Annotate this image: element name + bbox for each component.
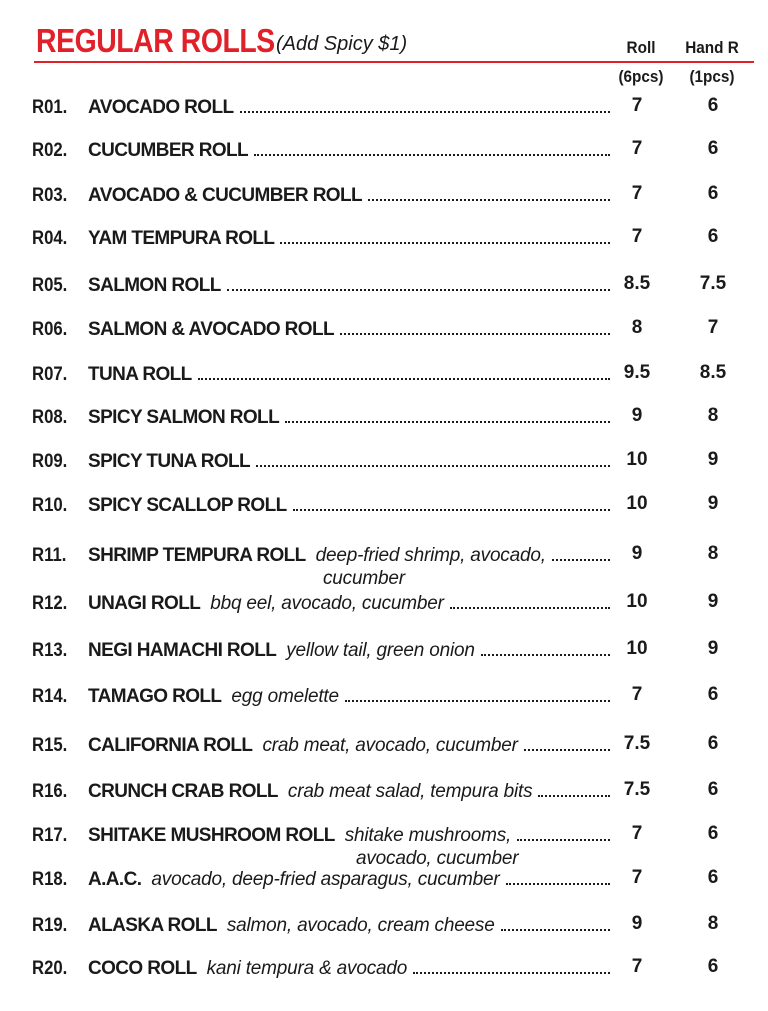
- dot-leader: [517, 831, 610, 841]
- menu-item-row: [0, 364, 768, 394]
- item-code: R13.: [32, 640, 68, 661]
- item-name: SALMON ROLL: [88, 275, 221, 296]
- item-code: R20.: [32, 958, 68, 979]
- item-name-line: [88, 319, 610, 345]
- menu-item-row: [0, 593, 768, 623]
- hand-roll-price: 6: [707, 95, 719, 116]
- item-code: R03.: [32, 185, 68, 206]
- hand-roll-price: 6: [707, 867, 719, 888]
- hand-roll-price: 6: [707, 226, 719, 247]
- item-description: salmon, avocado, cream cheese: [226, 915, 495, 936]
- hand-roll-price: 6: [707, 684, 719, 705]
- item-name-line: [88, 407, 610, 433]
- item-code: R01.: [32, 97, 68, 118]
- menu-item-row: [0, 781, 768, 811]
- item-code: R05.: [32, 275, 68, 296]
- item-name-line: [88, 958, 610, 984]
- item-name: CALIFORNIA ROLL: [88, 735, 253, 756]
- menu-item-row: [0, 140, 768, 170]
- menu-item-row: [0, 823, 768, 869]
- dot-leader: [506, 875, 610, 885]
- item-name: CUCUMBER ROLL: [88, 140, 249, 161]
- hand-roll-price: 6: [707, 183, 719, 204]
- item-name-line: [88, 869, 610, 895]
- menu-item-row: [0, 958, 768, 988]
- dot-leader: [256, 457, 610, 467]
- col-roll-qty: (6pcs): [618, 67, 664, 86]
- item-code: R19.: [32, 915, 68, 936]
- item-description-continued: avocado, cucumber: [356, 848, 519, 869]
- roll-price: 10: [626, 591, 648, 612]
- item-name-line: [88, 495, 610, 521]
- item-name-line: [88, 185, 610, 211]
- dot-leader: [450, 599, 610, 609]
- hand-roll-price: 8: [707, 913, 719, 934]
- item-name-line: [88, 915, 610, 941]
- menu-item-row: [0, 686, 768, 716]
- item-code: R02.: [32, 140, 68, 161]
- dot-leader: [413, 964, 610, 974]
- menu-item-row: [0, 228, 768, 258]
- dot-leader: [285, 413, 610, 423]
- dot-leader: [501, 921, 610, 931]
- menu-item-row: [0, 451, 768, 481]
- col-hand-qty: (1pcs): [689, 67, 735, 86]
- item-code: R14.: [32, 686, 68, 707]
- item-description: crab meat salad, tempura bits: [287, 781, 533, 802]
- roll-price: 7: [631, 95, 643, 116]
- item-name: UNAGI ROLL: [88, 593, 201, 614]
- item-description: kani tempura & avocado: [206, 958, 408, 979]
- dot-leader: [198, 370, 610, 380]
- item-name: SPICY SCALLOP ROLL: [88, 495, 287, 516]
- hand-roll-price: 6: [707, 956, 719, 977]
- item-name-line: [88, 275, 610, 301]
- item-code: R10.: [32, 495, 68, 516]
- item-name-line: [88, 781, 610, 807]
- item-name: SPICY SALMON ROLL: [88, 407, 280, 428]
- item-name: ALASKA ROLL: [88, 915, 217, 936]
- hand-roll-price: 8: [707, 543, 719, 564]
- roll-price: 9.5: [623, 362, 651, 383]
- roll-price: 7: [631, 226, 643, 247]
- roll-price: 7: [631, 956, 643, 977]
- dot-leader: [538, 787, 610, 797]
- roll-price: 7: [631, 823, 643, 844]
- item-name-line: [88, 140, 610, 166]
- menu-item-row: [0, 275, 768, 305]
- hand-roll-price: 8: [707, 405, 719, 426]
- hand-roll-price: 9: [707, 449, 719, 470]
- dot-leader: [524, 741, 610, 751]
- item-name-line: [88, 97, 610, 123]
- roll-price: 7: [631, 867, 643, 888]
- item-name: TUNA ROLL: [88, 364, 192, 385]
- roll-price: 9: [631, 405, 643, 426]
- item-code: R04.: [32, 228, 68, 249]
- item-description: avocado, deep-fried asparagus, cucumber: [151, 869, 500, 890]
- hand-roll-price: 6: [707, 733, 719, 754]
- hand-roll-price: 9: [707, 591, 719, 612]
- item-name: YAM TEMPURA ROLL: [88, 228, 275, 249]
- col-hand-label: Hand R: [685, 38, 739, 57]
- item-code: R06.: [32, 319, 68, 340]
- roll-price: 8: [631, 317, 643, 338]
- dot-leader: [240, 103, 611, 113]
- item-description: yellow tail, green onion: [286, 640, 475, 661]
- roll-price: 7.5: [623, 733, 651, 754]
- roll-price: 10: [626, 638, 648, 659]
- item-name: SALMON & AVOCADO ROLL: [88, 319, 334, 340]
- col-roll-label: Roll: [626, 38, 656, 57]
- item-code: R07.: [32, 364, 68, 385]
- item-description-continued: cucumber: [323, 568, 405, 589]
- header-rule: [34, 61, 754, 63]
- item-description: crab meat, avocado, cucumber: [262, 735, 518, 756]
- dot-leader: [552, 551, 610, 561]
- menu-item-row: [0, 407, 768, 437]
- item-name-line: [88, 640, 610, 666]
- item-code: R18.: [32, 869, 68, 890]
- hand-roll-price: 8.5: [699, 362, 727, 383]
- item-name: AVOCADO ROLL: [88, 97, 234, 118]
- item-name-line: [88, 735, 610, 761]
- item-name: COCO ROLL: [88, 958, 197, 979]
- roll-price: 10: [626, 449, 648, 470]
- item-name-line: [88, 825, 610, 851]
- item-description: bbq eel, avocado, cucumber: [210, 593, 444, 614]
- menu-item-row: [0, 869, 768, 899]
- item-code: R11.: [32, 545, 67, 566]
- item-name-line: [88, 364, 610, 390]
- menu-item-row: [0, 735, 768, 765]
- hand-roll-price: 6: [707, 779, 719, 800]
- menu-item-row: [0, 543, 768, 589]
- item-code: R16.: [32, 781, 68, 802]
- hand-roll-price: 7: [707, 317, 719, 338]
- hand-roll-price: 7.5: [699, 273, 727, 294]
- dot-leader: [293, 501, 610, 511]
- item-code: R08.: [32, 407, 68, 428]
- item-name: SPICY TUNA ROLL: [88, 451, 251, 472]
- roll-price: 10: [626, 493, 648, 514]
- menu-subtitle: (Add Spicy $1): [276, 33, 408, 55]
- dot-leader: [481, 646, 610, 656]
- item-code: R17.: [32, 825, 68, 846]
- item-name: AVOCADO & CUCUMBER ROLL: [88, 185, 363, 206]
- menu-item-row: [0, 97, 768, 127]
- item-name: A.A.C.: [88, 869, 142, 890]
- item-name: NEGI HAMACHI ROLL: [88, 640, 277, 661]
- item-code: R15.: [32, 735, 68, 756]
- menu-item-row: [0, 319, 768, 349]
- menu-title: REGULAR ROLLS: [36, 22, 275, 59]
- item-code: R09.: [32, 451, 68, 472]
- item-name-line: [88, 593, 610, 619]
- dot-leader: [345, 692, 610, 702]
- item-name: TAMAGO ROLL: [88, 686, 222, 707]
- menu-item-row: [0, 640, 768, 670]
- dot-leader: [340, 325, 610, 335]
- roll-price: 9: [631, 543, 643, 564]
- hand-roll-price: 6: [707, 138, 719, 159]
- item-code: R12.: [32, 593, 68, 614]
- hand-roll-price: 6: [707, 823, 719, 844]
- menu-item-row: [0, 915, 768, 945]
- item-description: shitake mushrooms,: [344, 825, 512, 846]
- item-description: egg omelette: [231, 686, 339, 707]
- item-name-line: [88, 228, 610, 254]
- dot-leader: [254, 146, 610, 156]
- roll-price: 7: [631, 183, 643, 204]
- dot-leader: [368, 191, 610, 201]
- roll-price: 7: [631, 684, 643, 705]
- hand-roll-price: 9: [707, 493, 719, 514]
- roll-price: 8.5: [623, 273, 651, 294]
- item-name: CRUNCH CRAB ROLL: [88, 781, 278, 802]
- menu-item-row: [0, 495, 768, 525]
- item-name: SHRIMP TEMPURA ROLL: [88, 545, 306, 566]
- item-name-line: [88, 451, 610, 477]
- item-name-line: [88, 686, 610, 712]
- hand-roll-price: 9: [707, 638, 719, 659]
- item-description: deep-fried shrimp, avocado,: [315, 545, 546, 566]
- roll-price: 9: [631, 913, 643, 934]
- item-name: SHITAKE MUSHROOM ROLL: [88, 825, 335, 846]
- dot-leader: [280, 234, 610, 244]
- roll-price: 7: [631, 138, 643, 159]
- dot-leader: [227, 281, 610, 291]
- menu-item-row: [0, 185, 768, 215]
- roll-price: 7.5: [623, 779, 651, 800]
